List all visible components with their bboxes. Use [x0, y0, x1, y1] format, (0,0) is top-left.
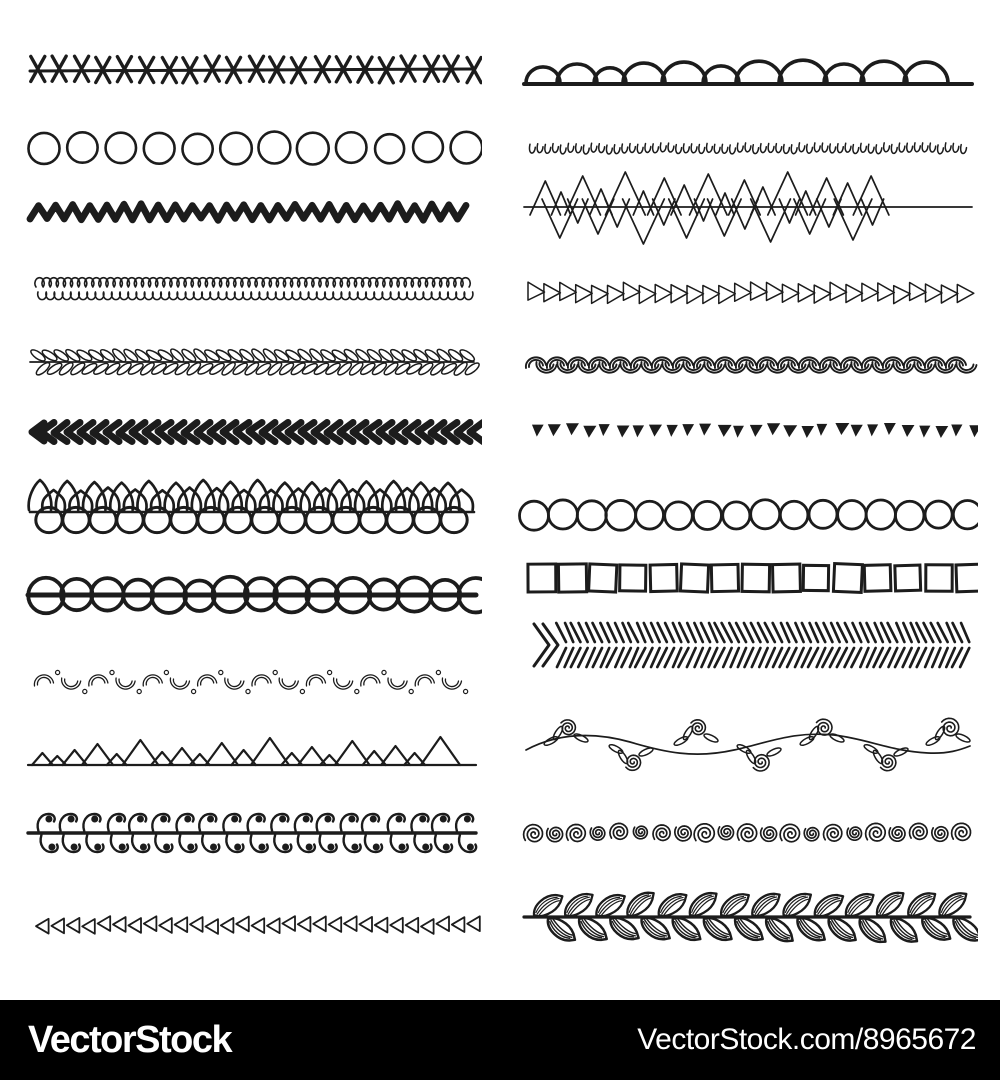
divider-left-pointing-triangles	[22, 865, 482, 985]
watermark-bar	[0, 1000, 1000, 1080]
image-credit-text: VectorStock.com/8965672	[637, 1023, 976, 1056]
divider-striped-leaf-garland	[518, 857, 978, 977]
vectorstock-logo-text: VectorStock	[28, 1018, 232, 1061]
